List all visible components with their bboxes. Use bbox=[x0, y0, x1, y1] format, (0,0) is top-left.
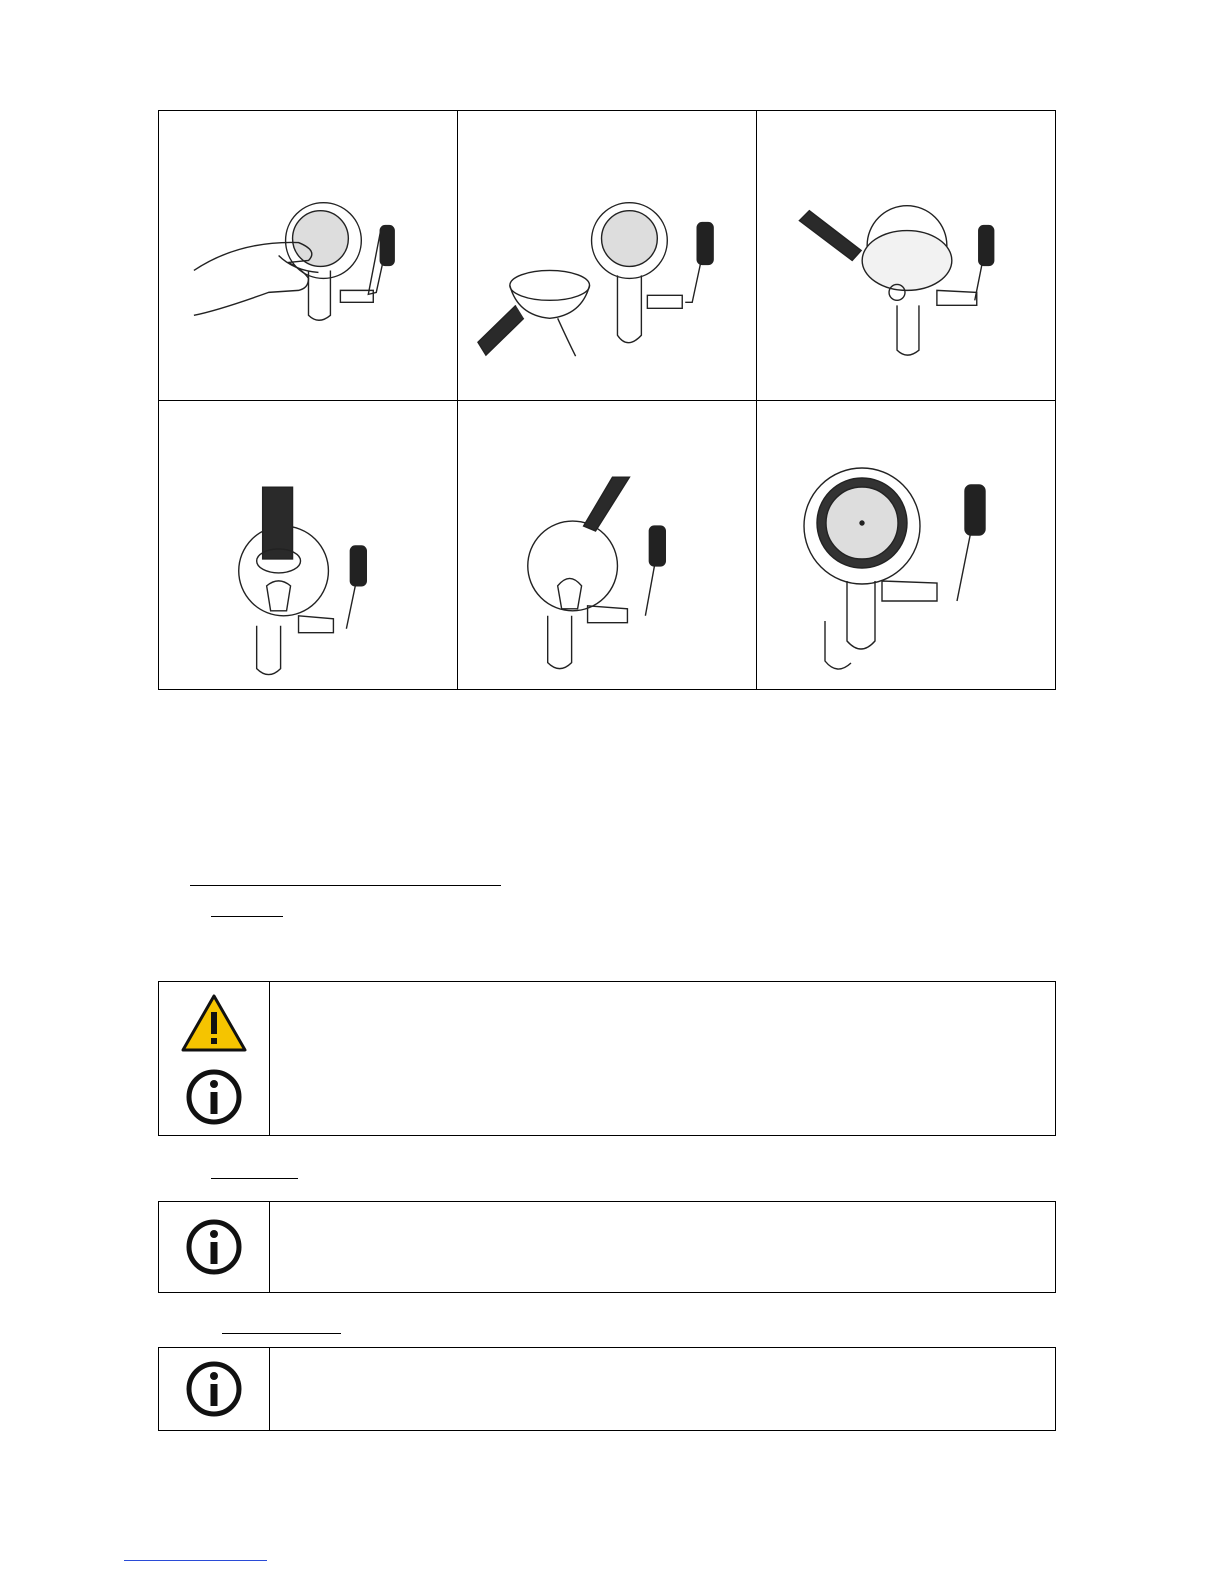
illustration-step-6 bbox=[757, 401, 1055, 689]
illustration-step-2 bbox=[458, 111, 757, 401]
notice-box-3-text bbox=[270, 1348, 1055, 1430]
hand-removing-shower-screen-illustration bbox=[159, 111, 457, 400]
info-icon bbox=[185, 1360, 243, 1418]
illustration-step-3 bbox=[757, 111, 1055, 401]
footer-link-underline[interactable] bbox=[124, 1560, 267, 1561]
warning-icon bbox=[179, 992, 249, 1054]
group-head-with-screen-illustration bbox=[757, 401, 1055, 689]
notice-box-3 bbox=[158, 1347, 1056, 1431]
notice-box-1-icons bbox=[159, 982, 270, 1135]
info-icon bbox=[185, 1068, 243, 1126]
illustration-step-1 bbox=[159, 111, 458, 401]
tool-turning-group-illustration bbox=[458, 401, 756, 689]
notice-box-2-icons bbox=[159, 1202, 270, 1292]
notice-box-1 bbox=[158, 981, 1056, 1136]
subsection-2-underline bbox=[211, 1178, 298, 1179]
portafilter-and-group-head-illustration bbox=[458, 111, 756, 400]
illustration-step-4 bbox=[159, 401, 458, 689]
notice-box-1-text bbox=[270, 982, 1055, 1135]
notice-box-2 bbox=[158, 1201, 1056, 1293]
illustration-step-5 bbox=[458, 401, 757, 689]
section-title-underline bbox=[190, 885, 501, 886]
subsection-1-underline bbox=[211, 916, 283, 917]
notice-box-2-text bbox=[270, 1202, 1055, 1292]
info-icon bbox=[185, 1218, 243, 1276]
portafilter-inserted-illustration bbox=[757, 111, 1055, 400]
notice-box-3-icons bbox=[159, 1348, 270, 1430]
subsection-3-underline bbox=[222, 1333, 341, 1334]
cleaning-tool-in-group-illustration bbox=[159, 401, 457, 689]
illustration-grid bbox=[158, 110, 1056, 690]
